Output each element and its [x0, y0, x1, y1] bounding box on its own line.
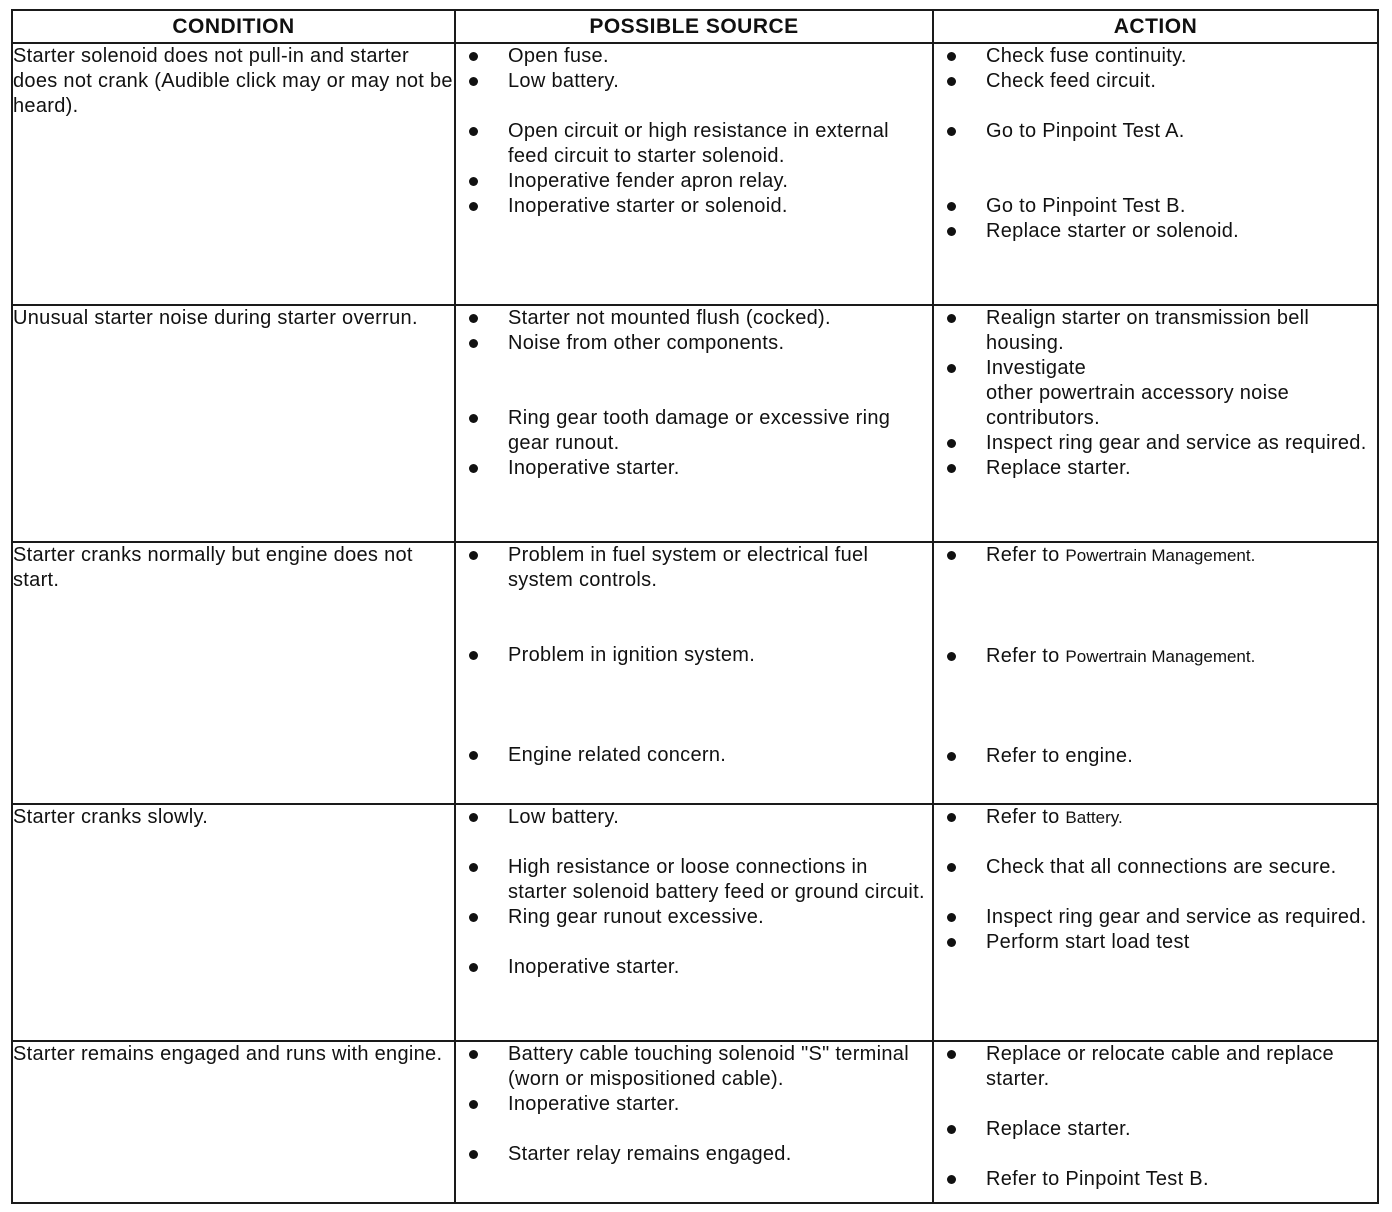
source-item: Low battery. [456, 69, 932, 94]
action-cell [933, 305, 1378, 542]
source-cell [455, 542, 933, 804]
source-item: Open fuse. [456, 44, 932, 69]
action-text: Refer to [986, 806, 1066, 828]
action-item [934, 644, 1377, 669]
source-item: Noise from other components. [456, 331, 932, 356]
table-row [12, 1041, 1378, 1203]
action-item: Go to Pinpoint Test A. [934, 119, 1377, 144]
action-item: Go to Pinpoint Test B. [934, 194, 1377, 219]
action-item [934, 543, 1377, 568]
table-row [12, 305, 1378, 542]
header-row [12, 10, 1378, 43]
action-item: Replace starter. [934, 1117, 1377, 1142]
action-item: Check fuse continuity. [934, 44, 1377, 69]
source-item: Starter not mounted flush (cocked). [456, 306, 932, 331]
table-row [12, 43, 1378, 305]
reference-link: Powertrain Management. [1065, 647, 1256, 666]
action-item: Check feed circuit. [934, 69, 1377, 94]
header-condition: CONDITION [12, 10, 455, 43]
action-item: Check that all connections are secure. [934, 855, 1377, 880]
source-item: Inoperative fender apron relay. [456, 169, 932, 194]
table-row [12, 804, 1378, 1041]
action-item [934, 805, 1377, 830]
source-item: Problem in ignition system. [456, 643, 932, 668]
reference-link: Powertrain Management. [1065, 546, 1256, 565]
action-item: Perform start load test [934, 930, 1377, 955]
action-item: Refer to Pinpoint Test B. [934, 1167, 1377, 1192]
table-row [12, 542, 1378, 804]
action-item: Inspect ring gear and service as required. [934, 905, 1377, 930]
action-cell [933, 1041, 1378, 1203]
source-item: Battery cable touching solenoid "S" terminal (worn or mispositioned cable). [456, 1042, 932, 1092]
source-item: Ring gear runout excessive. [456, 905, 932, 930]
action-item: Replace or relocate cable and replace starter. [934, 1042, 1377, 1092]
action-item-continuation: other powertrain accessory noise contributors. [986, 382, 1290, 429]
source-item: Inoperative starter. [456, 1092, 932, 1117]
source-item: Ring gear tooth damage or excessive ring gear runout. [456, 406, 932, 456]
source-item: Open circuit or high resistance in external feed circuit to starter solenoid. [456, 119, 932, 169]
condition-cell: Starter remains engaged and runs with engine. [12, 1041, 455, 1203]
source-item: Inoperative starter. [456, 955, 932, 980]
condition-cell: Starter cranks slowly. [12, 804, 455, 1041]
diagnosis-table [11, 9, 1379, 1204]
header-possible-source: POSSIBLE SOURCE [455, 10, 933, 43]
reference-link: Battery. [1065, 808, 1123, 827]
condition-cell: Unusual starter noise during starter overrun. [12, 305, 455, 542]
source-cell [455, 43, 933, 305]
header-action: ACTION [933, 10, 1378, 43]
condition-cell: Starter solenoid does not pull-in and starter does not crank (Audible click may or may not be heard). [12, 43, 455, 305]
action-cell [933, 542, 1378, 804]
action-cell [933, 43, 1378, 305]
source-item: Problem in fuel system or electrical fuel system controls. [456, 543, 932, 593]
source-item: Starter relay remains engaged. [456, 1142, 932, 1167]
action-text: Refer to [986, 645, 1066, 667]
source-cell [455, 305, 933, 542]
source-item: Low battery. [456, 805, 932, 830]
action-item: Replace starter. [934, 456, 1377, 481]
action-item: Inspect ring gear and service as required. [934, 431, 1377, 456]
action-item: Replace starter or solenoid. [934, 219, 1377, 244]
action-item: Investigate [934, 356, 1377, 381]
action-cell [933, 804, 1378, 1041]
source-item: Engine related concern. [456, 743, 932, 768]
source-cell [455, 1041, 933, 1203]
source-item: High resistance or loose connections in starter solenoid battery feed or ground circuit. [456, 855, 932, 905]
source-item: Inoperative starter or solenoid. [456, 194, 932, 219]
source-item: Inoperative starter. [456, 456, 932, 481]
action-item [934, 744, 1377, 769]
action-text: Refer to engine. [986, 745, 1134, 767]
action-item: Realign starter on transmission bell housing. [934, 306, 1377, 356]
action-text: Refer to [986, 544, 1066, 566]
source-cell [455, 804, 933, 1041]
condition-cell: Starter cranks normally but engine does not start. [12, 542, 455, 804]
